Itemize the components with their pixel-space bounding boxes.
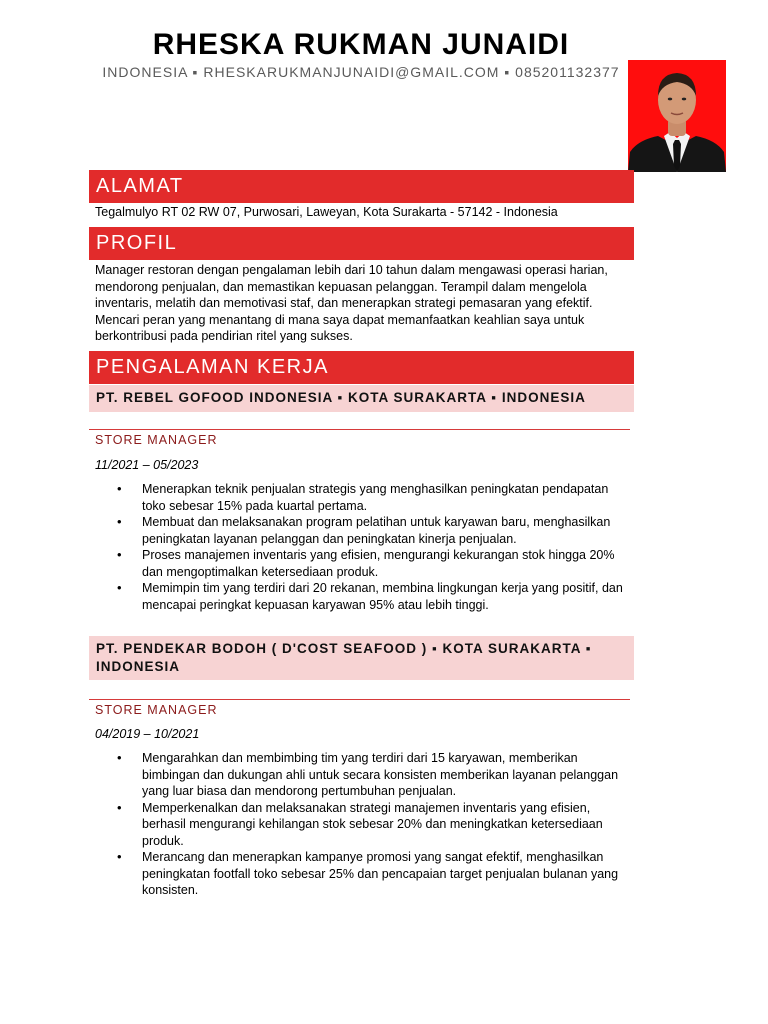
profile-photo bbox=[628, 60, 726, 172]
list-item: • Merancang dan menerapkan kampanye promosi yang sangat efektif, menghasilkan peningkatan footfall toko sebesar 25% dan pencapaian target penjualan bulanan yang konsisten. bbox=[95, 849, 630, 899]
job-dates: 11/2021 – 05/2023 bbox=[95, 458, 199, 472]
list-item: • Memimpin tim yang terdiri dari 20 rekanan, membina lingkungan kerja yang positif, dan mencapai peringkat kepuasan karyawan 95% atau lebih tinggi. bbox=[95, 580, 630, 613]
person-portrait-icon bbox=[628, 60, 726, 172]
section-heading-experience: PENGALAMAN KERJA bbox=[89, 351, 634, 384]
company-header: PT. REBEL GOFOOD INDONESIA ▪ KOTA SURAKARTA ▪ INDONESIA bbox=[89, 385, 634, 412]
job-dates: 04/2019 – 10/2021 bbox=[95, 727, 200, 741]
list-item: • Mengarahkan dan membimbing tim yang terdiri dari 15 karyawan, memberikan bimbingan dan dukungan ahli untuk secara konsisten memberikan layanan pelanggan yang luar biasa dan mendorong pertumbuhan penjualan. bbox=[95, 750, 630, 800]
candidate-name: RHESKA RUKMAN JUNAIDI bbox=[152, 28, 570, 61]
list-item: • Proses manajemen inventaris yang efisien, mengurangi kekurangan stok hingga 20% dan mengoptimalkan ketersediaan produk. bbox=[95, 547, 630, 580]
contact-line: INDONESIA ▪ RHESKARUKMANJUNAIDI@GMAIL.COM ▪ 085201132377 bbox=[102, 64, 620, 80]
section-heading-alamat: ALAMAT bbox=[89, 170, 634, 203]
list-item: • Menerapkan teknik penjualan strategis yang menghasilkan peningkatan pendapatan toko sebesar 15% pada kuartal pertama. bbox=[95, 481, 630, 514]
list-item: • Memperkenalkan dan melaksanakan strategi manajemen inventaris yang efisien, berhasil mengurangi kehilangan stok sebesar 20% dan meningkatkan ketersediaan produk. bbox=[95, 800, 630, 850]
job-achievements-list bbox=[95, 481, 630, 613]
job-achievements-list bbox=[95, 750, 630, 899]
job-title: STORE MANAGER bbox=[95, 703, 218, 717]
list-item: • Membuat dan melaksanakan program pelatihan untuk karyawan baru, menghasilkan peningkatan layanan pelanggan dan peningkatan kinerja penjualan. bbox=[95, 514, 630, 547]
job-title: STORE MANAGER bbox=[95, 433, 218, 447]
address-text: Tegalmulyo RT 02 RW 07, Purwosari, Laweyan, Kota Surakarta - 57142 - Indonesia bbox=[95, 205, 558, 219]
divider bbox=[89, 429, 630, 430]
profile-summary: Manager restoran dengan pengalaman lebih dari 10 tahun dalam mengawasi operasi harian, mendorong penjualan, dan memastikan kepuasan pelanggan. Terampil dalam mengelola inventaris, melatih dan memotivasi staf, dan menerapkan strategi pemasaran yang efektif. Mencari peran yang menantang di mana saya dapat memanfaatkan keahlian saya untuk berkontribusi pada pendirian ritel yang sukses. bbox=[95, 263, 608, 343]
divider bbox=[89, 699, 630, 700]
company-header: PT. PENDEKAR BODOH ( D'COST SEAFOOD ) ▪ KOTA SURAKARTA ▪ INDONESIA bbox=[89, 636, 634, 680]
section-heading-profil: PROFIL bbox=[89, 227, 634, 260]
